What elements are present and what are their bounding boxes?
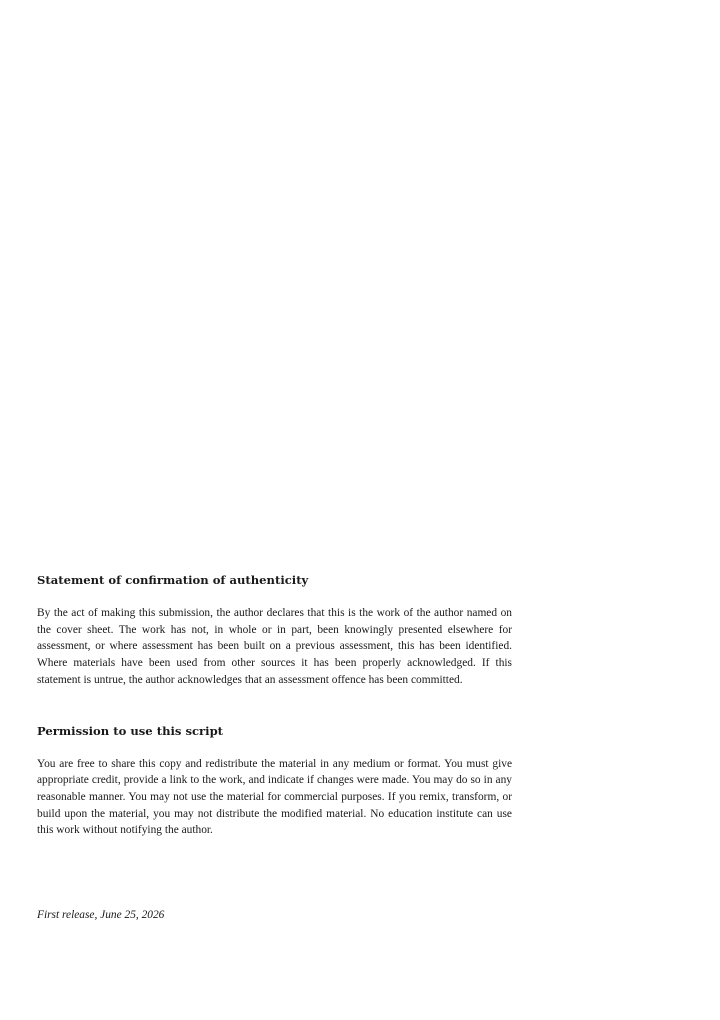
authenticity-section [37, 572, 512, 689]
spacer [37, 588, 512, 605]
document-content [37, 572, 512, 839]
authenticity-heading: Statement of confirmation of authenticity [37, 573, 309, 587]
spacer [37, 739, 512, 756]
permission-section [37, 723, 512, 840]
permission-paragraph: You are free to share this copy and redistribute the material in any medium or format. You must give appropriate credit, provide a link to the work, and indicate if changes were made. You may do so in any reasonable manner. You may not use the material for commercial purposes. If you remix, transform, or build upon the material, you may not distribute the modified material. No education institute can use this work without notifying the author. [37, 757, 512, 837]
permission-heading: Permission to use this script [37, 723, 224, 738]
spacer [37, 689, 512, 723]
release-date: First release, June 25, 2026 [37, 909, 165, 921]
authenticity-paragraph: By the act of making this submission, the author declares that this is the work of the author named on the cover sheet. The work has not, in whole or in part, been knowingly presented elsewhere for assessment, or where assessment has been built on a previous assessment, this has been identified. Where materials have been used from other sources it has been properly acknowledged. If this statement is untrue, the author acknowledges that an assessment offence has been committed. [37, 607, 512, 686]
